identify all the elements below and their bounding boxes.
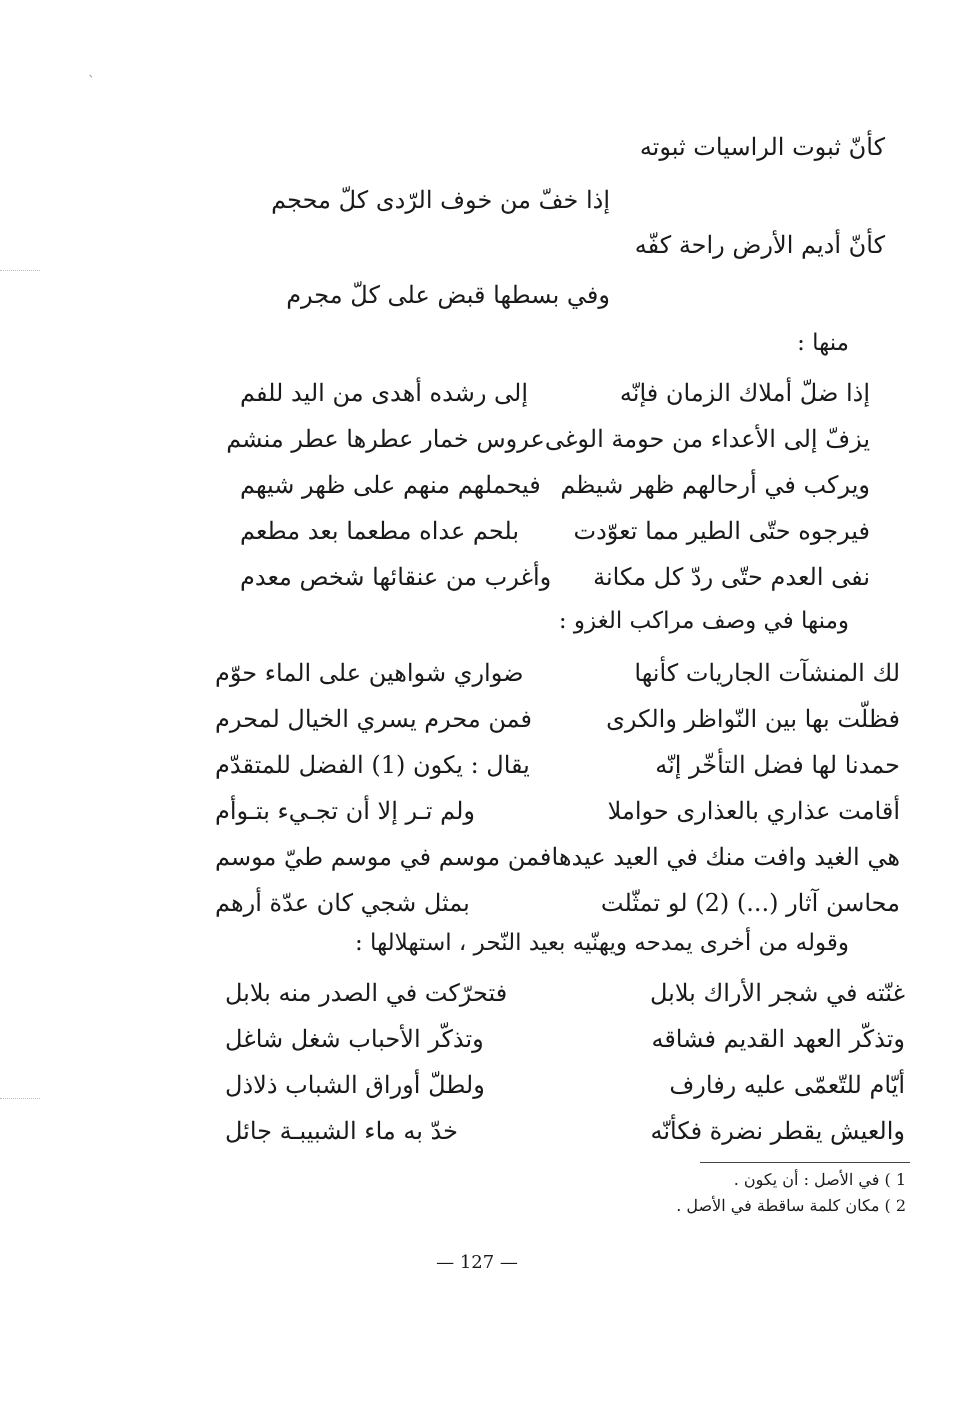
second-hemistich: بمثل شجي كان عدّة أرهم — [215, 889, 470, 917]
verse-block-1 — [226, 370, 870, 600]
second-hemistich: بلحم عداه مطعما بعد مطعم — [240, 517, 520, 545]
first-hemistich: غنّته في شجر الأراك بلابل — [650, 979, 905, 1007]
first-hemistich: حمدنا لها فضل التأخّر إنّه — [655, 751, 900, 779]
verse-row — [240, 462, 870, 508]
scan-edge-mark — [0, 270, 40, 271]
verse-row — [215, 696, 900, 742]
first-hemistich: أقامت عذاري بالعذارى حواملا — [607, 797, 900, 825]
first-hemistich: وتذكّر العهد القديم فشاقه — [651, 1025, 905, 1053]
footnote-2: 2 ) مكان كلمة ساقطة في الأصل . — [676, 1196, 906, 1215]
second-hemistich: ولم تـر إلا أن تجـيء بتـوأم — [215, 797, 475, 825]
second-hemistich: وأغرب من عنقائها شخص معدم — [240, 563, 552, 591]
verse-block-3 — [225, 970, 905, 1154]
section-heading: ومنها في وصف مراكب الغزو : — [558, 608, 849, 634]
verse-row — [225, 1062, 905, 1108]
footnote-separator — [700, 1162, 910, 1163]
second-hemistich: ولطلّ أوراق الشباب ذلاذل — [225, 1071, 485, 1099]
first-hemistich: ويركب في أرحالهم ظهر شيظم — [560, 471, 870, 499]
verse-row — [215, 834, 900, 880]
verse-row — [225, 1016, 905, 1062]
verse-row — [240, 508, 870, 554]
verse-row — [225, 970, 905, 1016]
first-hemistich: أيّام للتّعمّى عليه رفارف — [669, 1071, 905, 1099]
verse-row — [226, 416, 870, 462]
section-heading: وقوله من أخرى يمدحه ويهنّيه بعيد النّحر ، استهلالها : — [355, 930, 849, 956]
first-hemistich: نفى العدم حتّى ردّ كل مكانة — [593, 563, 870, 591]
first-hemistich: فظلّت بها بين النّواظر والكرى — [606, 705, 900, 733]
first-hemistich: فيرجوه حتّى الطير مما تعوّدت — [573, 517, 870, 545]
second-hemistich: فتحرّكت في الصدر منه بلابل — [225, 979, 508, 1007]
verse-2-second-hemistich: وفي بسطها قبض على كلّ مجرم — [286, 281, 610, 309]
verse-1-first-hemistich: كأنّ ثبوت الراسيات ثبوته — [639, 133, 885, 161]
first-hemistich: هي الغيد وافت منك في العيد عيدها — [551, 843, 900, 871]
verse-row — [240, 554, 870, 600]
second-hemistich: فمن موسم في موسم طيّ موسم — [215, 843, 552, 871]
second-hemistich: إلى رشده أهدى من اليد للفم — [240, 379, 529, 407]
scan-edge-mark — [0, 1098, 40, 1099]
verse-row — [215, 742, 900, 788]
verse-row — [215, 788, 900, 834]
verse-row — [215, 880, 900, 926]
second-hemistich: خدّ به ماء الشبيبـة جائل — [225, 1117, 458, 1145]
first-hemistich: لك المنشآت الجاريات كأنها — [634, 659, 900, 687]
first-hemistich: محاسن آثار (...) (2) لو تمثّلت — [600, 889, 900, 917]
verse-1-second-hemistich: إذا خفّ من خوف الرّدى كلّ محجم — [271, 186, 610, 214]
page-number: — 127 — — [436, 1252, 518, 1273]
verse-row — [215, 650, 900, 696]
first-hemistich: والعيش يقطر نضرة فكأنّه — [650, 1117, 905, 1145]
footnote-1: 1 ) في الأصل : أن يكون . — [733, 1170, 906, 1189]
second-hemistich: عروس خمار عطرها عطر منشم — [226, 425, 545, 453]
section-heading: منها : — [797, 330, 849, 356]
verse-row — [240, 370, 870, 416]
second-hemistich: يقال : يكون (1) الفضل للمتقدّم — [215, 751, 530, 779]
verse-block-2 — [215, 650, 900, 926]
first-hemistich: يزفّ إلى الأعداء من حومة الوغى — [544, 425, 870, 453]
second-hemistich: ضواري شواهين على الماء حوّم — [215, 659, 524, 687]
second-hemistich: فيحملهم منهم على ظهر شيهم — [240, 471, 541, 499]
second-hemistich: فمن محرم يسري الخيال لمحرم — [215, 705, 532, 733]
second-hemistich: وتذكّر الأحباب شغل شاغل — [225, 1025, 484, 1053]
verse-row — [225, 1108, 905, 1154]
first-hemistich: إذا ضلّ أملاك الزمان فإنّه — [619, 379, 870, 407]
verse-2-first-hemistich: كأنّ أديم الأرض راحة كفّه — [634, 231, 885, 259]
scan-speck: ` — [88, 74, 95, 90]
